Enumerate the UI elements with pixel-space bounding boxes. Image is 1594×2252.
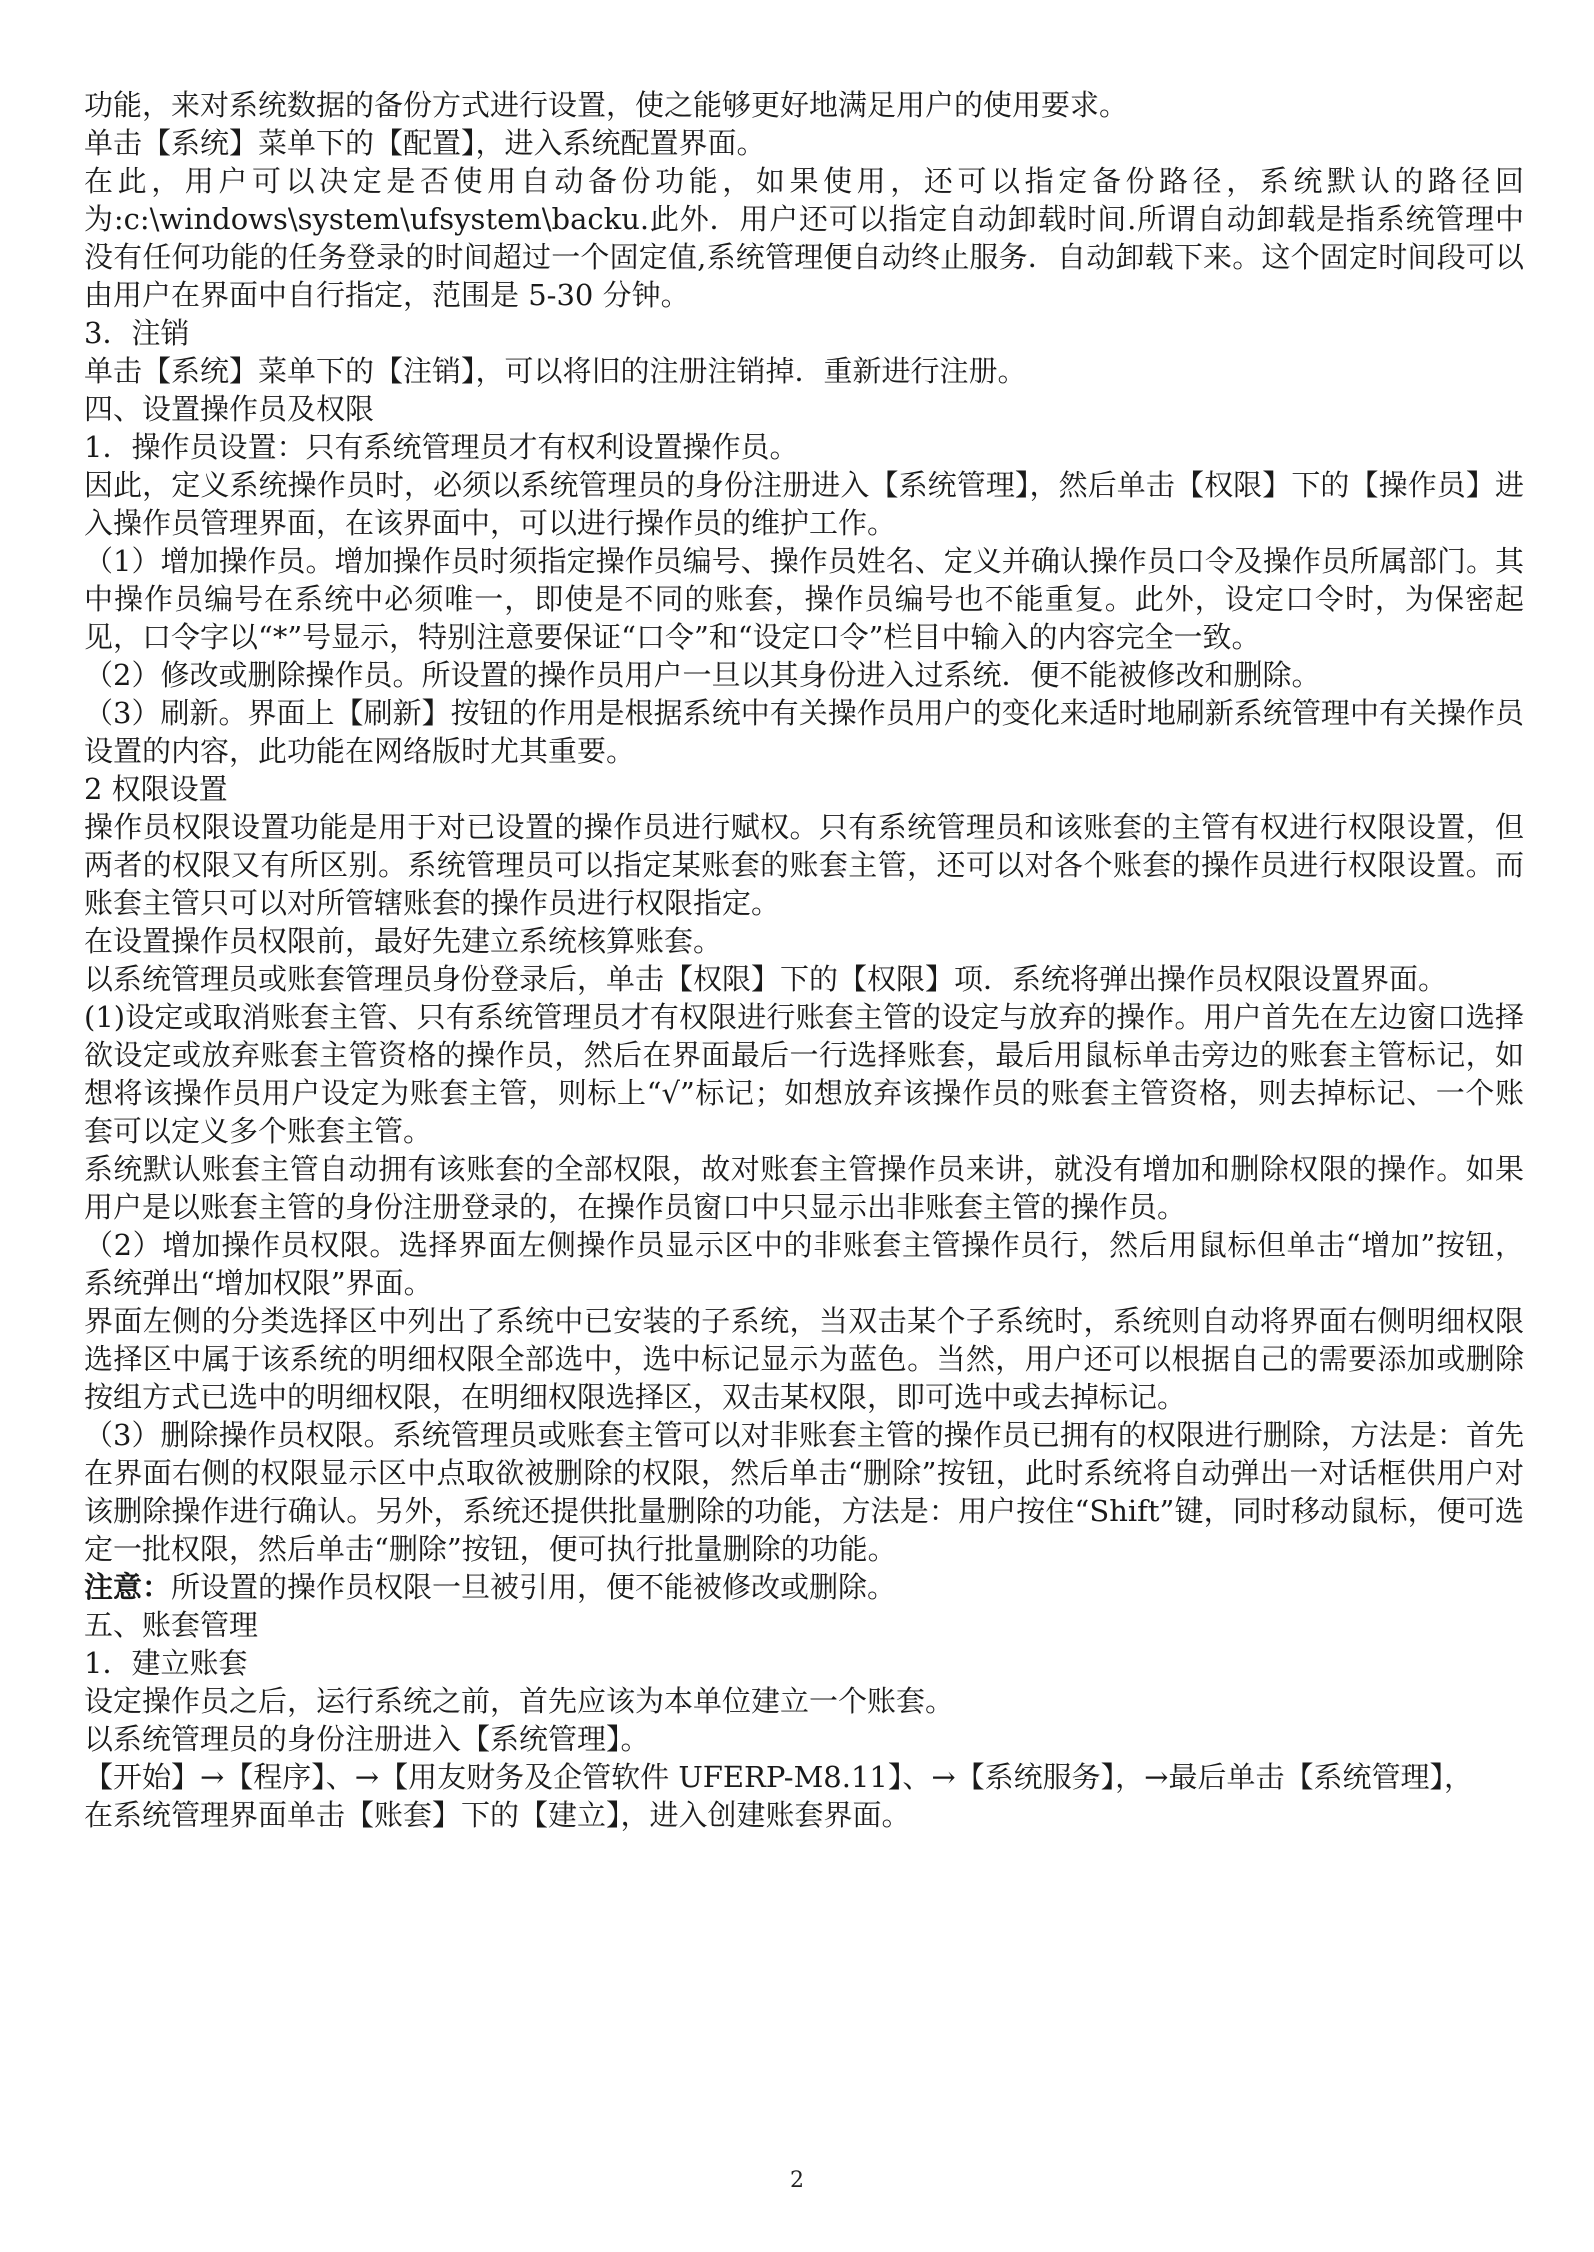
note-paragraph (84, 1568, 1524, 1606)
paragraph: （3）删除操作员权限。系统管理员或账套主管可以对非账套主管的操作员已拥有的权限进行删除，方法是：首先在界面右侧的权限显示区中点取欲被删除的权限，然后单击“删除”按钮，此时系统将自动弹出一对话框供用户对该删除操作进行确认。另外，系统还提供批量删除的功能，方法是：用户按住“Shift”键，同时移动鼠标，便可选定一批权限，然后单击“删除”按钮，便可执行批量删除的功能。 (84, 1418, 1524, 1566)
page-number: 2 (790, 2168, 804, 2193)
section-heading: 1．操作员设置：只有系统管理员才有权利设置操作员。 (84, 430, 799, 464)
document-body (84, 86, 1524, 1834)
paragraph: 以系统管理员或账套管理员身份登录后，单击【权限】下的【权限】项．系统将弹出操作员权限设置界面。 (84, 962, 1448, 996)
paragraph: 功能，来对系统数据的备份方式进行设置，使之能够更好地满足用户的使用要求。 (84, 88, 1129, 122)
paragraph: 在设置操作员权限前，最好先建立系统核算账套。 (84, 924, 723, 958)
note-text: 所设置的操作员权限一旦被引用，便不能被修改或删除。 (171, 1570, 897, 1604)
paragraph: 在此，用户可以决定是否使用自动备份功能，如果使用，还可以指定备份路径，系统默认的路径回为:c:\windows\system\ufsystem\backu.此外．用户还可以指定自动卸载时间.所谓自动卸载是指系统管理中没有任何功能的任务登录的时间超过一个固定值,系统管理便自动终止服务．自动卸载下来。这个固定时间段可以由用户在界面中自行指定，范围是 5-30 分钟。 (84, 164, 1524, 312)
paragraph: 单击【系统】菜单下的【注销】，可以将旧的注册注销掉．重新进行注册。 (84, 354, 1027, 388)
paragraph: 设定操作员之后，运行系统之前，首先应该为本单位建立一个账套。 (84, 1684, 955, 1718)
paragraph: 以系统管理员的身份注册进入【系统管理】。 (84, 1722, 650, 1756)
paragraph: （2）修改或删除操作员。所设置的操作员用户一旦以其身份进入过系统．便不能被修改和删除。 (84, 658, 1321, 692)
section-heading: 五、账套管理 (84, 1608, 259, 1642)
paragraph: 在系统管理界面单击【账套】下的【建立】，进入创建账套界面。 (84, 1798, 911, 1832)
note-label: 注意： (84, 1570, 172, 1604)
paragraph: （1）增加操作员。增加操作员时须指定操作员编号、操作员姓名、定义并确认操作员口令及操作员所属部门。其中操作员编号在系统中必须唯一，即使是不同的账套，操作员编号也不能重复。此外，设定口令时，为保密起见，口令字以“*”号显示，特别注意要保证“口令”和“设定口令”栏目中输入的内容完全一致。 (84, 544, 1524, 654)
section-heading: 3．注销 (84, 316, 190, 350)
paragraph: 单击【系统】菜单下的【配置】，进入系统配置界面。 (84, 126, 766, 160)
paragraph: (1)设定或取消账套主管、只有系统管理员才有权限进行账套主管的设定与放弃的操作。用户首先在左边窗口选择欲设定或放弃账套主管资格的操作员，然后在界面最后一行选择账套，最后用鼠标单击旁边的账套主管标记，如想将该操作员用户设定为账套主管，则标上“√”标记；如想放弃该操作员的账套主管资格，则去掉标记、一个账套可以定义多个账套主管。 (84, 1000, 1524, 1148)
section-heading: 四、设置操作员及权限 (84, 392, 375, 426)
paragraph: 因此，定义系统操作员时，必须以系统管理员的身份注册进入【系统管理】，然后单击【权限】下的【操作员】进入操作员管理界面，在该界面中，可以进行操作员的维护工作。 (84, 468, 1524, 540)
paragraph: 界面左侧的分类选择区中列出了系统中已安装的子系统，当双击某个子系统时，系统则自动将界面右侧明细权限选择区中属于该系统的明细权限全部选中，选中标记显示为蓝色。当然，用户还可以根据自己的需要添加或删除按组方式已选中的明细权限，在明细权限选择区，双击某权限，即可选中或去掉标记。 (84, 1304, 1524, 1414)
paragraph: （3）刷新。界面上【刷新】按钮的作用是根据系统中有关操作员用户的变化来适时地刷新系统管理中有关操作员设置的内容，此功能在网络版时尤其重要。 (84, 696, 1524, 768)
paragraph: 系统默认账套主管自动拥有该账套的全部权限，故对账套主管操作员来讲，就没有增加和删除权限的操作。如果用户是以账套主管的身份注册登录的，在操作员窗口中只显示出非账套主管的操作员。 (84, 1152, 1524, 1224)
paragraph: 【开始】→【程序】、→【用友财务及企管软件 UFERP-M8.11】、→【系统服务】，→最后单击【系统管理】， (84, 1760, 1473, 1794)
paragraph: （2）增加操作员权限。选择界面左侧操作员显示区中的非账套主管操作员行，然后用鼠标但单击“增加”按钮，系统弹出“增加权限”界面。 (84, 1228, 1524, 1300)
section-heading: 1．建立账套 (84, 1646, 248, 1680)
paragraph: 操作员权限设置功能是用于对已设置的操作员进行赋权。只有系统管理员和该账套的主管有权进行权限设置，但两者的权限又有所区别。系统管理员可以指定某账套的账套主管，还可以对各个账套的操作员进行权限设置。而账套主管只可以对所管辖账套的操作员进行权限指定。 (84, 810, 1524, 920)
section-heading: 2 权限设置 (84, 772, 228, 806)
